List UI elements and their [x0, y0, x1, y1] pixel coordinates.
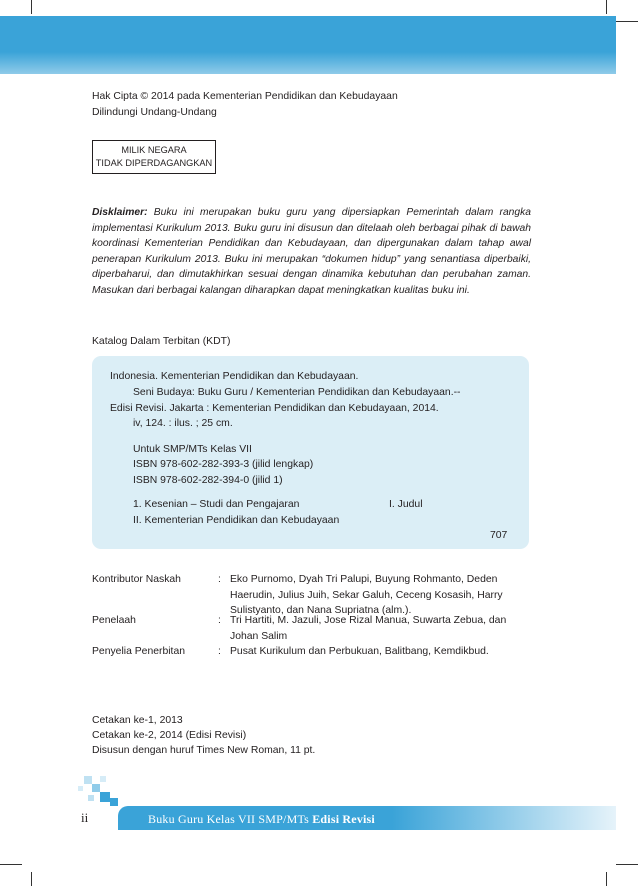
crop-mark	[606, 872, 607, 886]
crop-mark	[31, 0, 32, 14]
contributor-value: Eko Purnomo, Dyah Tri Palupi, Buyung Rohmanto, Deden Haerudin, Julius Juih, Sekar Galuh, Ceceng Kosasih, Harry Sulistyanto, dan Nana Supriatna (alm.).	[230, 574, 503, 616]
kdt-title-entry: I. Judul	[389, 499, 423, 510]
footer-pixel	[110, 798, 118, 806]
crop-mark	[0, 864, 22, 865]
copyright-text: Hak Cipta © 2014 pada Kementerian Pendidikan dan Kebudayaan	[92, 91, 398, 102]
ownership-stamp	[92, 140, 216, 174]
footer-pixel	[100, 792, 110, 802]
printing-line: Cetakan ke-2, 2014 (Edisi Revisi)	[92, 730, 247, 741]
page-number: ii	[81, 810, 89, 825]
crop-mark	[616, 21, 638, 22]
contributor-value: Tri Hartiti, M. Jazuli, Jose Rizal Manua, Suwarta Zebua, dan Johan Salim	[230, 615, 507, 642]
footer-title	[148, 812, 375, 827]
contributor-label: Penyelia Penerbitan	[92, 646, 186, 657]
kdt-heading: Katalog Dalam Terbitan (KDT)	[92, 336, 231, 347]
contributor-label: Kontributor Naskah	[92, 574, 181, 585]
stamp-line-2: TIDAK DIPERDAGANGKAN	[95, 158, 213, 168]
header-pixel	[24, 16, 34, 26]
contributor-value: Pusat Kurikulum dan Perbukuan, Balitbang, Kemdikbud.	[230, 646, 489, 657]
header-band	[0, 16, 616, 74]
kdt-subject: II. Kementerian Pendidikan dan Kebudayaan	[133, 515, 340, 526]
kdt-line: Indonesia. Kementerian Pendidikan dan Kebudayaan.	[110, 371, 359, 382]
crop-mark	[606, 0, 607, 14]
footer-pixel	[78, 786, 83, 791]
kdt-line: Seni Budaya: Buku Guru / Kementerian Pendidikan dan Kebudayaan.--	[133, 387, 461, 398]
kdt-line: Untuk SMP/MTs Kelas VII	[133, 444, 252, 455]
printing-line: Disusun dengan huruf Times New Roman, 11 pt.	[92, 745, 316, 756]
kdt-line: Edisi Revisi. Jakarta : Kementerian Pendidikan dan Kebudayaan, 2014.	[110, 403, 439, 414]
contributor-colon: :	[218, 574, 221, 585]
contributor-label: Penelaah	[92, 615, 136, 626]
crop-mark	[616, 864, 638, 865]
kdt-subject: 1. Kesenian – Studi dan Pengajaran	[133, 499, 300, 510]
kdt-line: ISBN 978-602-282-394-0 (jilid 1)	[133, 475, 283, 486]
header-pixel	[36, 16, 42, 22]
crop-mark	[31, 872, 32, 886]
protected-text: Dilindungi Undang-Undang	[92, 107, 217, 118]
contributor-colon: :	[218, 615, 221, 626]
footer-pixel	[88, 795, 94, 801]
kdt-class-number: 707	[490, 530, 508, 541]
stamp-line-1: MILIK NEGARA	[121, 145, 187, 155]
footer-pixel	[84, 776, 92, 784]
footer-title-bold: Edisi Revisi	[312, 812, 375, 826]
kdt-line: iv, 124. : ilus. ; 25 cm.	[133, 418, 233, 429]
footer-title-regular: Buku Guru Kelas VII SMP/MTs	[148, 812, 313, 826]
footer-pixel	[100, 776, 106, 782]
disclaimer-paragraph	[92, 205, 531, 298]
footer-pixel	[92, 784, 100, 792]
printing-line: Cetakan ke-1, 2013	[92, 715, 183, 726]
disclaimer-label: Disklaimer:	[92, 207, 148, 218]
kdt-line: ISBN 978-602-282-393-3 (jilid lengkap)	[133, 459, 314, 470]
disclaimer-text: Buku ini merupakan buku guru yang dipersiapkan Pemerintah dalam rangka implementasi Kurikulum 2013. Buku guru ini disusun dan ditelaah oleh berbagai pihak di bawah koordinasi Kementerian Pendidikan dan Kebudayaan, dan dipergunakan dalam tahap awal penerapan Kurikulum 2013. Buku ini merupakan “dokumen hidup” yang senantiasa diperbaiki, diperbaharui, dan dimutakhirkan sesuai dengan dinamika kebutuhan dan perubahan zaman. Masukan dari berbagai kalangan diharapkan dapat meningkatkan kualitas buku ini.	[92, 207, 531, 296]
contributor-colon: :	[218, 646, 221, 657]
